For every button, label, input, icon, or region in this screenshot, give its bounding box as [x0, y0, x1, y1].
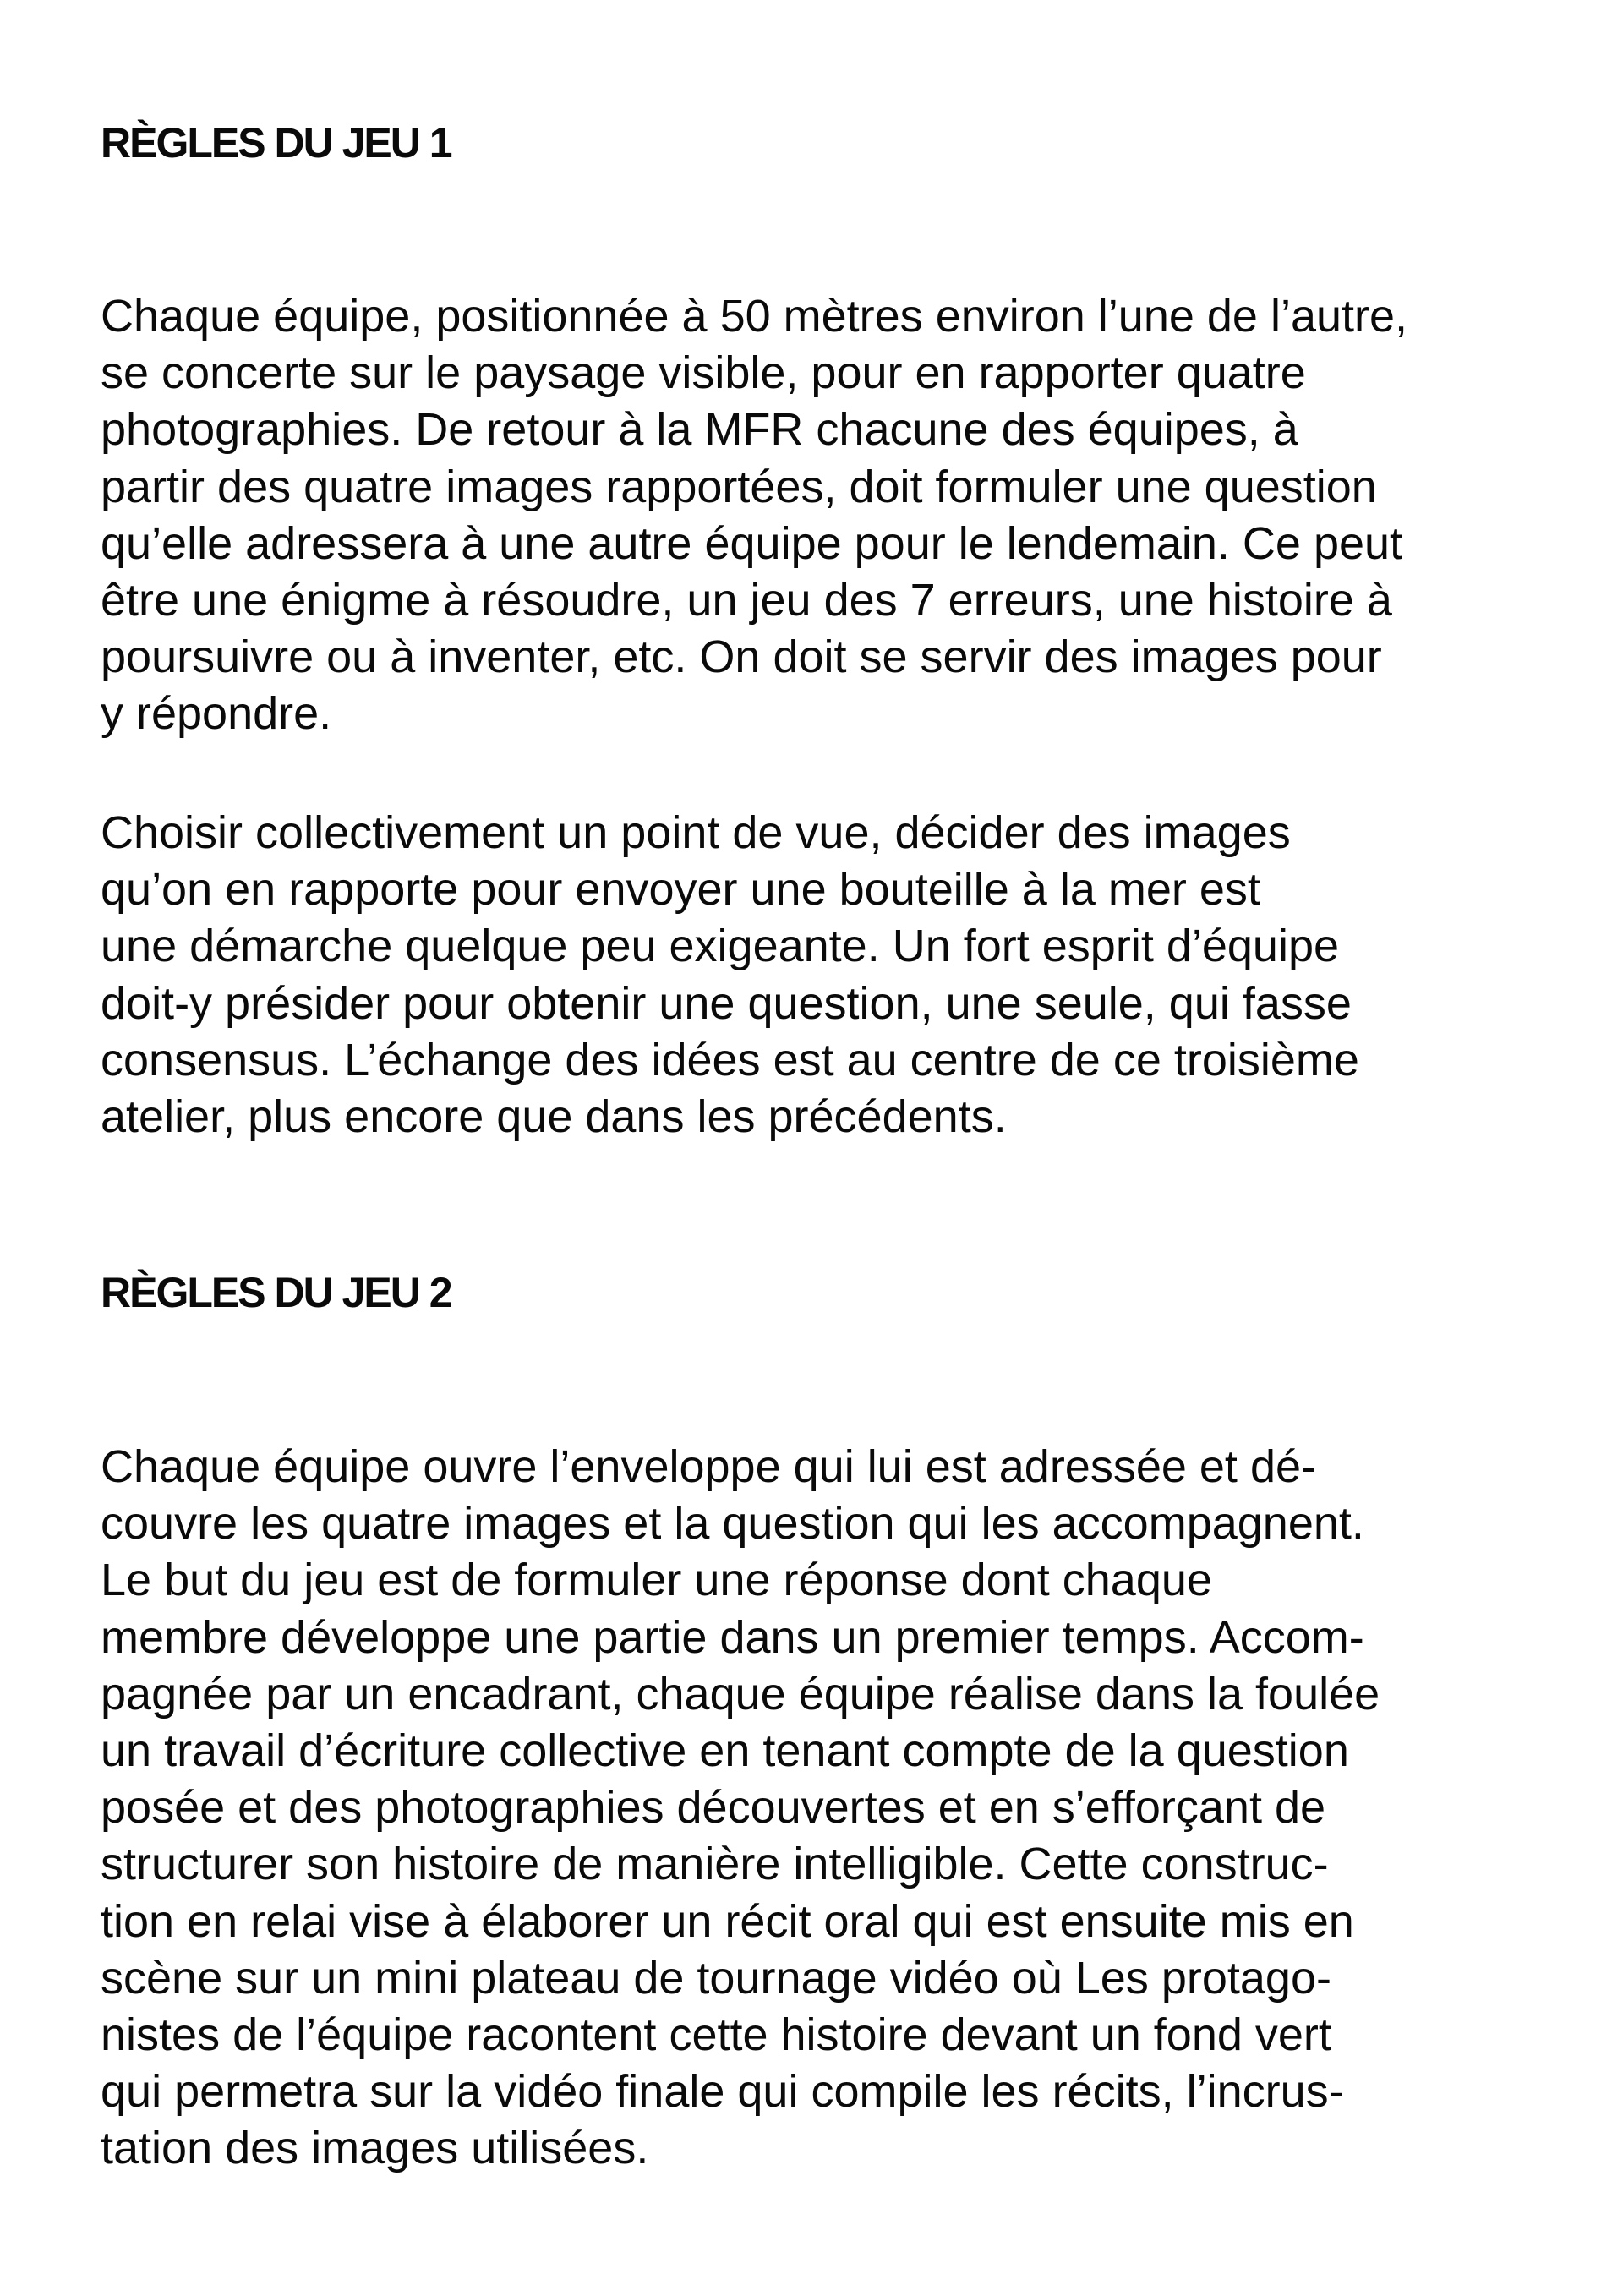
text-line: être une énigme à résoudre, un jeu des 7 erreurs, une histoire à [101, 575, 1392, 626]
text-line: tation des images utilisées. [101, 2123, 649, 2174]
text-line: pagnée par un encadrant, chaque équipe réalise dans la foulée [101, 1668, 1380, 1719]
text-line: couvre les quatre images et la question qui les accompagnent. [101, 1498, 1364, 1550]
rules-1-paragraph-2 [101, 805, 1359, 1145]
text-line: photographies. De retour à la MFR chacune des équipes, à [101, 404, 1298, 456]
text-line: posée et des photographies découvertes et en s’efforçant de [101, 1782, 1326, 1834]
text-line: poursuivre ou à inventer, etc. On doit se servir des images pour [101, 631, 1382, 683]
text-line: membre développe une partie dans un premier temps. Accom- [101, 1611, 1364, 1663]
text-line: Chaque équipe ouvre l’enveloppe qui lui est adressée et dé- [101, 1441, 1316, 1492]
section-heading-rules-1: RÈGLES DU JEU 1 [101, 119, 451, 167]
rules-1-paragraph-1 [101, 288, 1407, 743]
text-line: consensus. L’échange des idées est au centre de ce troisième [101, 1034, 1359, 1085]
text-line: y répondre. [101, 688, 332, 740]
section-heading-rules-2: RÈGLES DU JEU 2 [101, 1269, 451, 1316]
text-line: Le but du jeu est de formuler une réponse dont chaque [101, 1555, 1212, 1606]
text-line: qu’elle adressera à une autre équipe pour le lendemain. Ce peut [101, 517, 1403, 569]
text-line: Chaque équipe, positionnée à 50 mètres environ l’une de l’autre, [101, 291, 1408, 342]
text-line: partir des quatre images rapportées, doit formuler une question [101, 461, 1377, 512]
text-line: scène sur un mini plateau de tournage vidéo où Les protago- [101, 1952, 1331, 2004]
text-line: nistes de l’équipe racontent cette histoire devant un fond vert [101, 2009, 1331, 2061]
text-line: se concerte sur le paysage visible, pour en rapporter quatre [101, 347, 1306, 399]
text-line: un travail d’écriture collective en tenant compte de la question [101, 1725, 1349, 1777]
text-line: structurer son histoire de manière intelligible. Cette construc- [101, 1839, 1329, 1890]
rules-2-paragraph-1 [101, 1439, 1380, 2178]
text-line: doit-y présider pour obtenir une question, une seule, qui fasse [101, 977, 1352, 1029]
text-line: qui permetra sur la vidéo finale qui compile les récits, l’incrus- [101, 2066, 1344, 2118]
text-line: qu’on en rapporte pour envoyer une bouteille à la mer est [101, 864, 1260, 916]
text-line: atelier, plus encore que dans les précédents. [101, 1091, 1007, 1143]
text-line: tion en relai vise à élaborer un récit oral qui est ensuite mis en [101, 1895, 1354, 1947]
text-line: Choisir collectivement un point de vue, décider des images [101, 807, 1291, 858]
text-line: une démarche quelque peu exigeante. Un fort esprit d’équipe [101, 921, 1340, 972]
